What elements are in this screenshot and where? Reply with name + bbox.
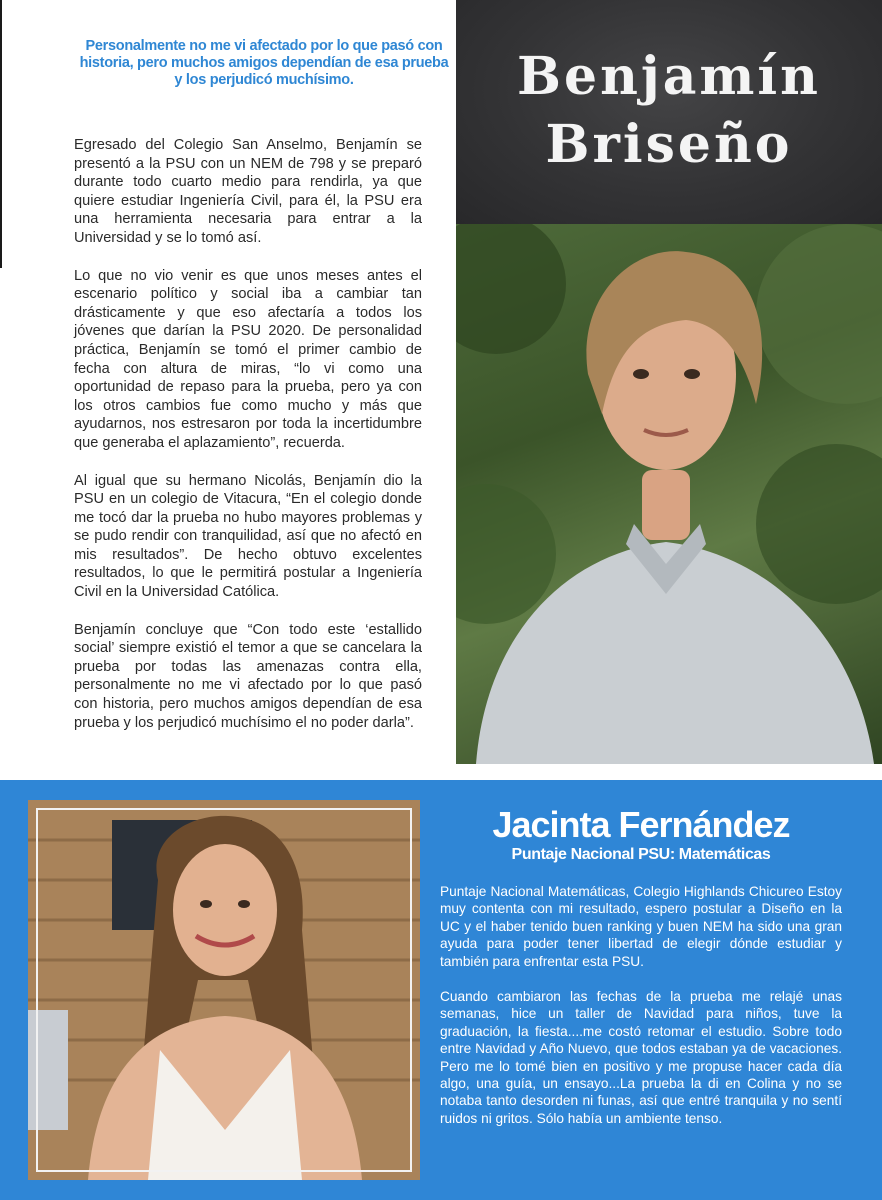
benjamin-body <box>74 136 422 751</box>
benjamin-paragraph: Lo que no vio venir es que unos meses antes el escenario político y social iba a cambiar tan drásticamente y que eso afectaría a todos los jóvenes que darían la PSU 2020. De personalidad práctica, Benjamín se tomó el primer cambio de fecha con altura de miras, “lo vi como una oportunidad de repaso para la prueba, pero ya con los otros cambios fue como mucho y más que ayudarnos, nos estresaron por toda la incertidumbre que generaba el aplazamiento”, recuerda. <box>74 267 422 451</box>
benjamin-first-name: Benjamín <box>517 46 821 107</box>
pull-quote: Personalmente no me vi afectado por lo que pasó con historia, pero muchos amigos dependían de esa prueba y los perjudicó muchísimo. <box>79 38 449 88</box>
benjamin-paragraph: Benjamín concluye que “Con todo este ‘estallido social’ siempre existió el temor a que se cancelara la prueba por todas las amenazas contra ella, personalmente no me vi afectado por lo que pasó con historia, pero muchos amigos dependían de esa prueba y los perjudicó muchísimo el no poder darla”. <box>74 621 422 731</box>
benjamin-photo <box>456 224 882 764</box>
jacinta-name: Jacinta Fernández <box>492 804 790 845</box>
margin-rule <box>0 0 2 268</box>
benjamin-paragraph: Al igual que su hermano Nicolás, Benjamín dio la PSU en un colegio de Vitacura, “En el colegio donde me tocó dar la prueba no hubo mayores problemas y se pudo rendir con tranquilidad, así que no afectó en mis resultados”. De hecho obtuvo excelentes resultados, lo que le permitirá postular a Ingeniería Civil en la Universidad Católica. <box>74 472 422 601</box>
chalkboard-header <box>456 0 882 224</box>
benjamin-last-name: Briseño <box>545 114 793 175</box>
portrait-illustration-icon <box>456 224 882 764</box>
photo-frame <box>36 808 412 1172</box>
benjamin-paragraph: Egresado del Colegio San Anselmo, Benjamín se presentó a la PSU con un NEM de 798 y se preparó durante todo cuarto medio para rendirla, ya que quiere estudiar Ingeniería Civil, para él, la PSU era una herramienta necesaria para entrar a la Universidad y se lo tomó así. <box>74 137 422 246</box>
jacinta-body <box>440 883 842 1145</box>
jacinta-subtitle: Puntaje Nacional PSU: Matemáticas <box>511 846 771 863</box>
jacinta-paragraph: Puntaje Nacional Matemáticas, Colegio Highlands Chicureo Estoy muy contenta con mi resultado, espero postular a Diseño en la UC y el haber tenido buen ranking y buen NEM ha sido una gran ayuda para poder tener libertad de elegir dónde estudiar y también para enfrentar esta PSU. <box>440 884 842 969</box>
jacinta-photo <box>28 800 420 1180</box>
jacinta-paragraph: Cuando cambiaron las fechas de la prueba me relajé unas semanas, hice un taller de Navidad para niños, tuve la graduación, la fiesta....me costó retomar el estudio. Sobre todo entre Navidad y Año Nuevo, que todos estaban ya de vacaciones. Pero me lo tomé bien en positivo y me propuse hacer cada día algo, una guía, un ensayo...La prueba la di en Colina y no se notaba tanto desorden ni funas, así que entré tranquila y no sentí ruidos ni gritos. Sólo había un ambiente tenso. <box>440 989 842 1126</box>
